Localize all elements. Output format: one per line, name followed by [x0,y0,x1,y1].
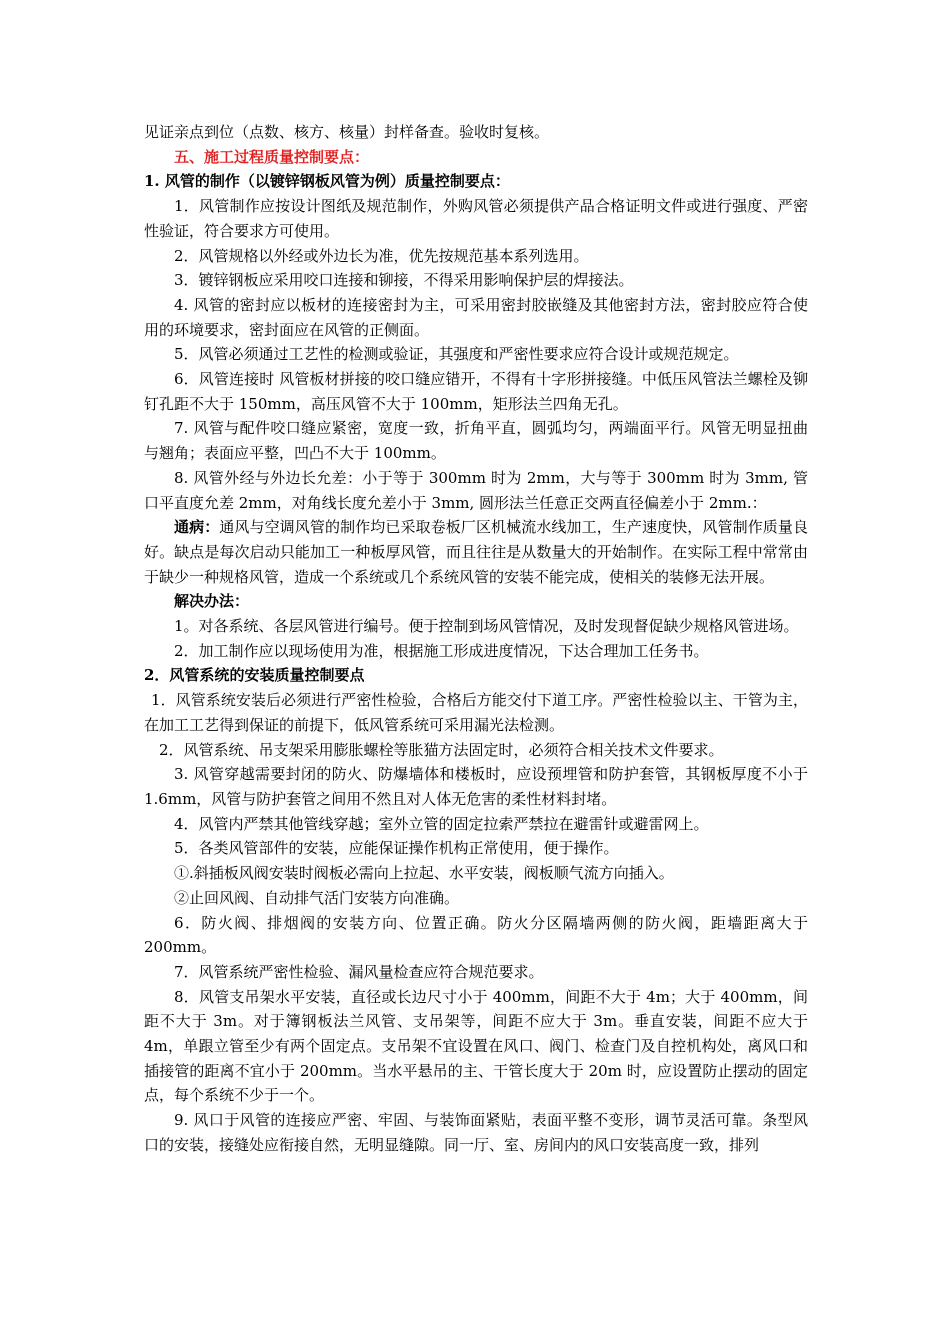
body-paragraph: 7. 风管与配件咬口缝应紧密，宽度一致，折角平直，圆弧均匀，两端面平行。风管无明显扭曲与翘角；表面应平整，凹凸不大于 100mm。 [144,419,808,463]
body-paragraph: 9. 风口于风管的连接应严密、牢固、与装饰面紧贴，表面平整不变形，调节灵活可靠。条型风口的安装，接缝处应衔接自然，无明显缝隙。同一厅、室、房间内的风口安装高度一致，排列 [144,1111,808,1154]
document-page [144,120,808,1158]
body-paragraph: 6．风管连接时 风管板材拼接的咬口缝应错开，不得有十字形拼接缝。中低压风管法兰螺栓及铆钉孔距不大于 150mm，高压风管不大于 100mm，矩形法兰四角无孔。 [144,370,808,413]
section-heading: 1. 风管的制作（以镀锌钢板风管为例）质量控制要点： [144,172,510,191]
body-paragraph: 3. 风管穿越需要封闭的防火、防爆墙体和楼板时，应设预埋管和防护套管，其钢板厚度不小于 1.6mm，风管与防护套管之间用不然且对人体无危害的柔性材料封堵。 [144,765,808,808]
body-paragraph: 3．镀锌钢板应采用咬口连接和铆接，不得采用影响保护层的焊接法。 [174,271,634,290]
body-paragraph: 4．风管内严禁其他管线穿越；室外立管的固定拉索严禁拉在避雷针或避雷网上。 [174,814,709,833]
body-paragraph: 2．风管规格以外经或外边长为准，优先按规范基本系列选用。 [174,246,589,265]
body-paragraph: 2．加工制作应以现场使用为准，根据施工形成进度情况，下达合理加工任务书。 [174,641,709,660]
solution-heading [144,589,808,614]
body-paragraph: 5．风管必须通过工艺性的检测或验证，其强度和严密性要求应符合设计或规范规定。 [174,345,739,364]
body-paragraph: 1。对各系统、各层风管进行编号。便于控制到场风管情况，及时发现督促缺少规格风管进场。 [174,617,799,636]
body-paragraph: 5．各类风管部件的安装，应能保证操作机构正常使用，便于操作。 [174,839,619,858]
body-paragraph: 1．风管制作应按设计图纸及规范制作，外购风管必须提供产品合格证明文件或进行强度、严密性验证，符合要求方可使用。 [144,197,808,240]
body-paragraph: 8．风管支吊架水平安装，直径或长边尺寸小于 400mm，间距不大于 4m；大于 400mm，间距不大于 3m。对于簿钢板法兰风管、支吊架等，间距不应大于 3m。垂直安装，间距不应大于 4m，单跟立管至少有两个固定点。支吊架不宜设置在风口、阀门、检查门及自控机构处，离风口和插接管的距离不宜小于 200mm。当水平悬吊的主、干管长度大于 20m 时，应设置防止摆动的固定点，每个系统不少于一个。 [144,987,808,1105]
body-paragraph: 见证亲点到位（点数、核方、核量）封样备查。验收时复核。 [144,123,550,141]
body-paragraph: 8. 风管外经与外边长允差：小于等于 300mm 时为 2mm，大与等于 300mm 时为 3mm, 管口平直度允差 2mm，对角线长度允差小于 3mm, 圆形法兰任意正交两直径偏差小于 2mm.： [144,468,808,512]
body-paragraph: 1．风管系统安装后必须进行严密性检验，合格后方能交付下道工序。严密性检验以主、干管为主，在加工工艺得到保证的前提下，低风管系统可采用漏光法检测。 [144,691,808,734]
paragraph-label: 通病： [174,518,220,537]
issue-paragraph [144,515,808,589]
body-paragraph: ①.斜插板风阀安装时阀板必需向上拉起、水平安装，阀板顺气流方向插入。 [174,864,674,883]
body-paragraph: 6．防火阀、排烟阀的安装方向、位置正确。防火分区隔墙两侧的防火阀，距墙距离大于 200mm。 [144,913,808,957]
chapter-heading: 五、施工过程质量控制要点： [174,147,370,166]
paragraph-label: 解决办法： [174,592,250,611]
section-heading: 2．风管系统的安装质量控制要点 [144,666,365,685]
body-paragraph: 2．风管系统、吊支架采用膨胀螺栓等胀猫方法固定时，必须符合相关技术文件要求。 [159,740,724,759]
body-paragraph: 4. 风管的密封应以板材的连接密封为主，可采用密封胶嵌缝及其他密封方法，密封胶应符合使用的环境要求，密封面应在风管的正侧面。 [144,295,808,339]
paragraph-text: 通风与空调风管的制作均已采取卷板厂区机械流水线加工，生产速度快，风管制作质量良好。缺点是每次启动只能加工一种板厚风管，而且往往是从数量大的开始制作。在实际工程中常常由于缺少一种规格风管，造成一个系统或几个系统风管的安装不能完成，使相关的装修无法开展。 [144,518,808,586]
body-paragraph: 7．风管系统严密性检验、漏风量检查应符合规范要求。 [174,962,544,981]
body-paragraph: ②止回风阀、自动排气活门安装方向准确。 [174,888,460,907]
